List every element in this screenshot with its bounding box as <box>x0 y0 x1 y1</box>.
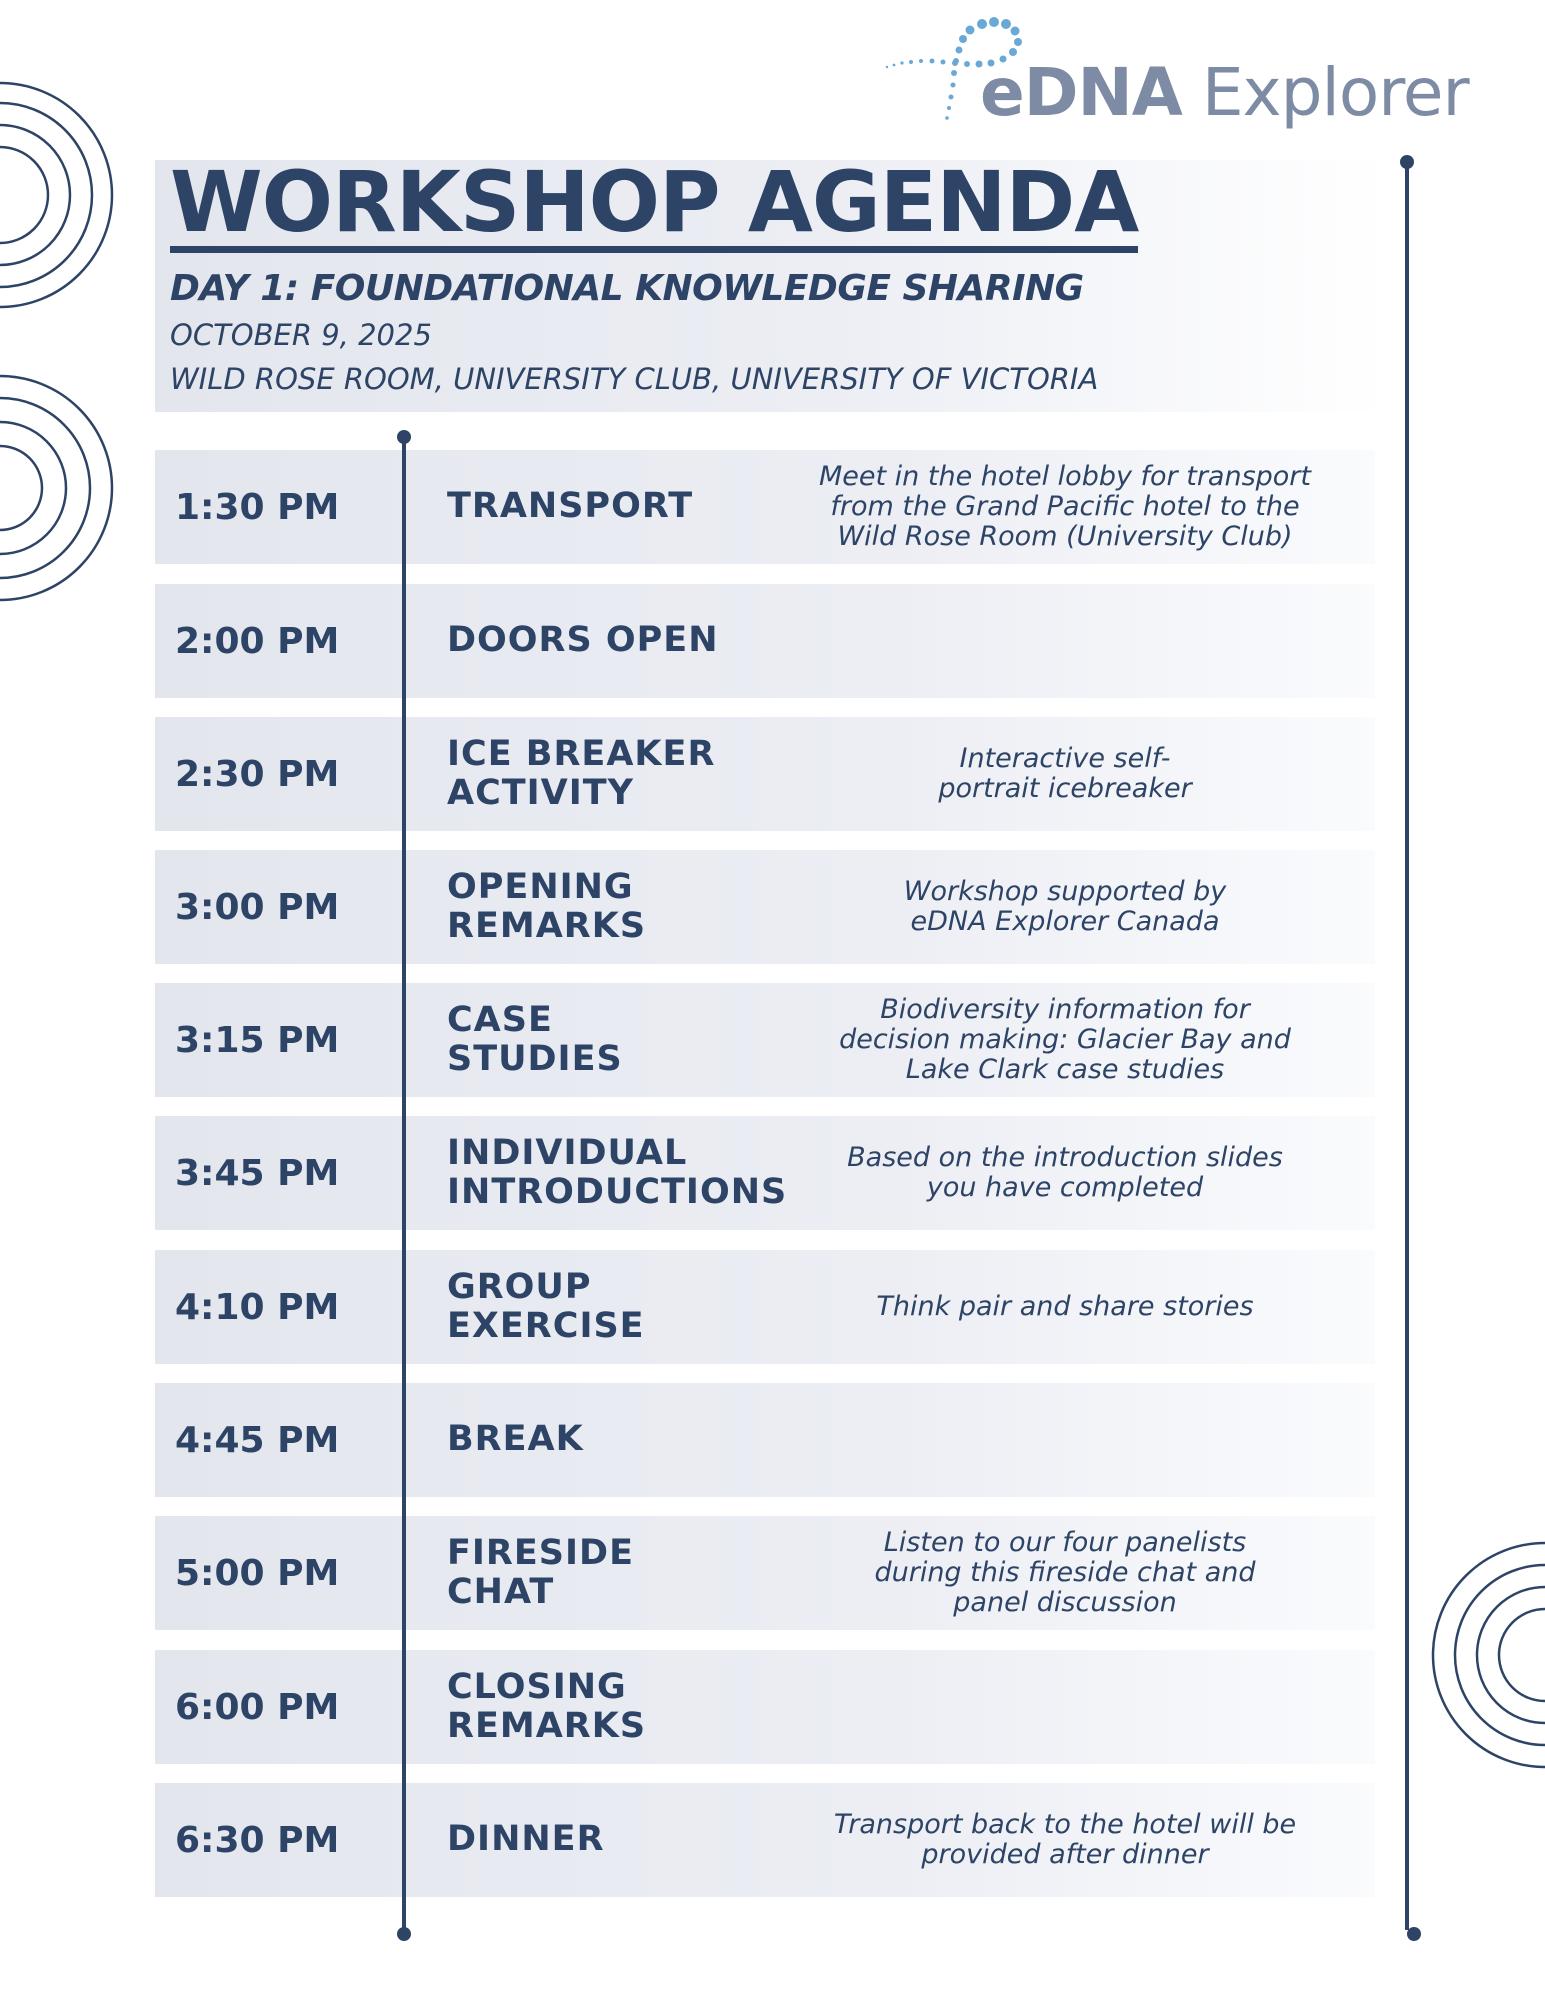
agenda-time: 2:30 PM <box>175 753 340 795</box>
agenda-title: GROUP EXERCISE <box>447 1266 645 1346</box>
agenda-description: Listen to our four panelists during this fireside chat and panel discussion <box>874 1527 1256 1618</box>
agenda-time: 2:00 PM <box>175 620 340 662</box>
agenda-title: DOORS OPEN <box>447 620 719 661</box>
agenda-row <box>155 983 1375 1097</box>
right-timeline-bottom-dot <box>1407 1927 1421 1941</box>
agenda-time: 1:30 PM <box>175 486 340 528</box>
concentric-circles-top-left <box>0 70 130 320</box>
agenda-description: Interactive self- portrait icebreaker <box>938 743 1192 804</box>
agenda-row <box>155 1650 1375 1764</box>
agenda-time: 4:10 PM <box>175 1286 340 1328</box>
agenda-row <box>155 584 1375 698</box>
agenda-time: 3:15 PM <box>175 1019 340 1061</box>
agenda-time: 5:00 PM <box>175 1552 340 1594</box>
agenda-description: Based on the introduction slides you have completed <box>847 1142 1283 1203</box>
agenda-time: 4:45 PM <box>175 1419 340 1461</box>
agenda-row <box>155 1116 1375 1230</box>
agenda-row <box>155 1783 1375 1897</box>
concentric-circles-mid-left <box>0 370 130 610</box>
agenda-title: OPENING REMARKS <box>447 866 647 946</box>
agenda-title: ICE BREAKER ACTIVITY <box>447 733 716 813</box>
agenda-description <box>795 1383 1335 1497</box>
concentric-circles-right <box>1420 1535 1545 1775</box>
agenda-row <box>155 717 1375 831</box>
center-timeline-bottom-dot <box>397 1927 411 1941</box>
agenda-title: INDIVIDUAL INTRODUCTIONS <box>447 1132 788 1212</box>
day-subtitle: DAY 1: FOUNDATIONAL KNOWLEDGE SHARING <box>170 268 1084 309</box>
agenda-time: 3:45 PM <box>175 1152 340 1194</box>
agenda-title: FIRESIDE CHAT <box>447 1532 634 1612</box>
agenda-title: TRANSPORT <box>447 486 694 527</box>
agenda-row <box>155 850 1375 964</box>
right-timeline-top-dot <box>1400 155 1414 169</box>
agenda-title: CLOSING REMARKS <box>447 1666 647 1746</box>
agenda-title: DINNER <box>447 1819 605 1860</box>
agenda-description: Biodiversity information for decision making: Glacier Bay and Lake Clark case studies <box>839 994 1291 1085</box>
agenda-description <box>795 1650 1335 1764</box>
agenda-row <box>155 450 1375 564</box>
center-timeline-top-dot <box>397 430 411 444</box>
agenda-description: Transport back to the hotel will be provided after dinner <box>833 1809 1297 1870</box>
logo-wordmark: eDNA Explorer <box>980 54 1469 131</box>
agenda-description: Meet in the hotel lobby for transport from the Grand Pacific hotel to the Wild Rose Room (University Club) <box>818 461 1311 552</box>
agenda-row <box>155 1516 1375 1630</box>
edna-explorer-logo <box>855 14 1475 144</box>
agenda-description: Think pair and share stories <box>876 1291 1254 1323</box>
agenda-description: Workshop supported by eDNA Explorer Canada <box>903 876 1227 937</box>
agenda-time: 6:30 PM <box>175 1819 340 1861</box>
center-timeline-line <box>402 435 406 1933</box>
agenda-row <box>155 1383 1375 1497</box>
agenda-time: 3:00 PM <box>175 886 340 928</box>
right-timeline-line <box>1405 160 1409 1930</box>
agenda-time: 6:00 PM <box>175 1686 340 1728</box>
event-venue: WILD ROSE ROOM, UNIVERSITY CLUB, UNIVERSITY OF VICTORIA <box>170 362 1099 396</box>
page-title: WORKSHOP AGENDA <box>170 153 1139 251</box>
agenda-row <box>155 1250 1375 1364</box>
event-date: OCTOBER 9, 2025 <box>170 318 432 352</box>
agenda-description <box>795 584 1335 698</box>
agenda-title: BREAK <box>447 1419 584 1460</box>
agenda-title: CASE STUDIES <box>447 999 623 1079</box>
